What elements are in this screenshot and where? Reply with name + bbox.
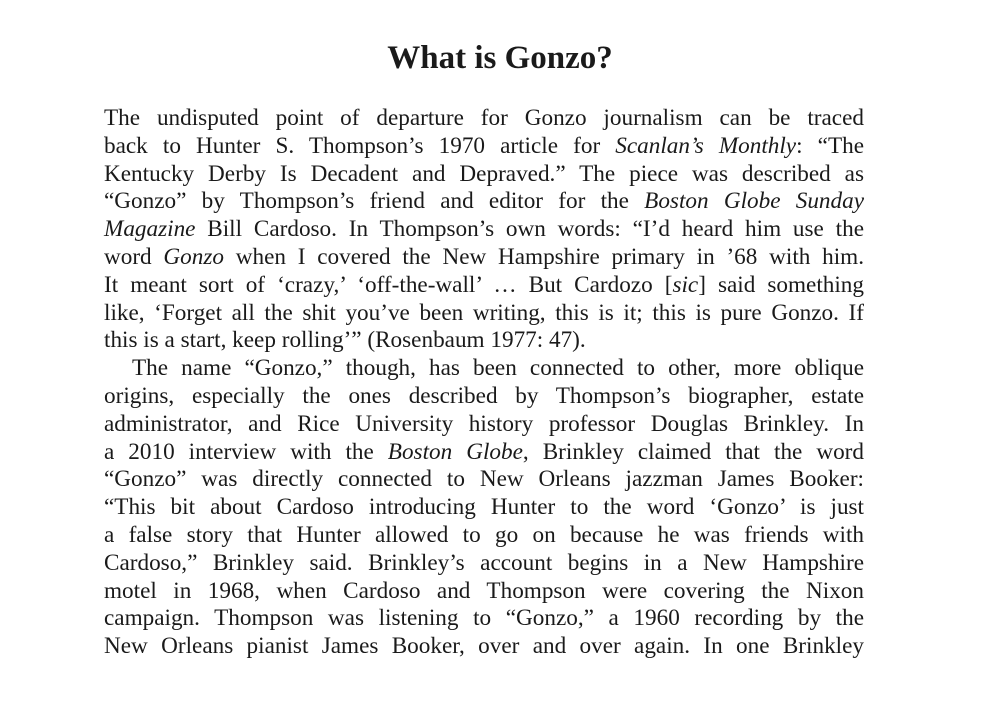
text-run: It meant sort of ‘crazy,’ ‘off-the-wall’ … But Cardozo [: [104, 271, 673, 298]
text-line: [104, 550, 864, 578]
text-run: Kentucky Derby Is Decadent and Depraved.” The piece was described as: [104, 160, 864, 187]
text-run: when I covered the New Hampshire primary in ’68 with him.: [223, 243, 864, 270]
text-line: [104, 133, 864, 161]
text-line: [104, 244, 864, 272]
text-run: a false story that Hunter allowed to go on because he was friends with: [104, 521, 864, 548]
body-text: [104, 105, 864, 661]
text-run: “This bit about Cardoso introducing Hunter to the word ‘Gonzo’ is just: [104, 494, 864, 521]
text-run: word: [104, 243, 164, 270]
text-run: : “The: [796, 132, 864, 159]
text-line: [104, 383, 864, 411]
text-run: motel in 1968, when Cardoso and Thompson were covering the Nixon: [104, 577, 864, 604]
text-line: [104, 300, 864, 328]
text-line: [104, 161, 864, 189]
italic-text: Boston Globe: [387, 438, 523, 465]
italic-text: Scanlan’s Monthly: [615, 132, 797, 159]
page-title: What is Gonzo?: [387, 40, 613, 76]
text-line: [104, 466, 864, 494]
text-run: ] said something: [698, 271, 864, 298]
paragraph: [104, 105, 864, 355]
paragraph: [104, 355, 864, 661]
text-line: [104, 522, 864, 550]
text-run: a 2010 interview with the: [104, 438, 388, 465]
italic-text: Boston Globe Sunday: [644, 188, 865, 215]
text-run: New Orleans pianist James Booker, over and over again. In one Brinkley: [104, 633, 864, 660]
text-run: Bill Cardoso. In Thompson’s own words: “I’d heard him use the: [195, 216, 864, 243]
text-line: [104, 216, 864, 244]
text-run: , Brinkley claimed that the word: [522, 438, 864, 465]
text-run: origins, especially the ones described by Thompson’s biographer, estate: [104, 382, 864, 409]
text-run: back to Hunter S. Thompson’s 1970 article for: [104, 132, 616, 159]
text-run: campaign. Thompson was listening to “Gonzo,” a 1960 recording by the: [104, 605, 864, 632]
text-run: administrator, and Rice University history professor Douglas Brinkley. In: [104, 410, 864, 437]
text-line: [104, 188, 864, 216]
italic-text: Magazine: [104, 216, 196, 243]
text-run: The undisputed point of departure for Gonzo journalism can be traced: [104, 105, 864, 131]
text-run: like, ‘Forget all the shit you’ve been writing, this is it; this is pure Gonzo. If: [104, 299, 864, 326]
italic-text: sic: [672, 271, 699, 298]
text-line: [104, 439, 864, 467]
text-line: [104, 605, 864, 633]
text-run: “Gonzo” by Thompson’s friend and editor for the: [104, 188, 645, 215]
text-run: this is a start, keep rolling’” (Rosenbaum 1977: 47).: [104, 327, 586, 354]
text-run: Cardoso,” Brinkley said. Brinkley’s account begins in a New Hampshire: [104, 549, 864, 576]
text-line: [104, 494, 864, 522]
text-line: [104, 578, 864, 606]
text-run: The name “Gonzo,” though, has been connected to other, more oblique: [132, 355, 864, 382]
text-line: [104, 633, 864, 661]
text-run: “Gonzo” was directly connected to New Orleans jazzman James Booker:: [104, 466, 864, 493]
text-line: [104, 272, 864, 300]
text-line: [104, 327, 864, 355]
italic-text: Gonzo: [163, 243, 224, 270]
text-line: [104, 355, 864, 383]
text-line: [104, 105, 864, 133]
text-line: [104, 411, 864, 439]
